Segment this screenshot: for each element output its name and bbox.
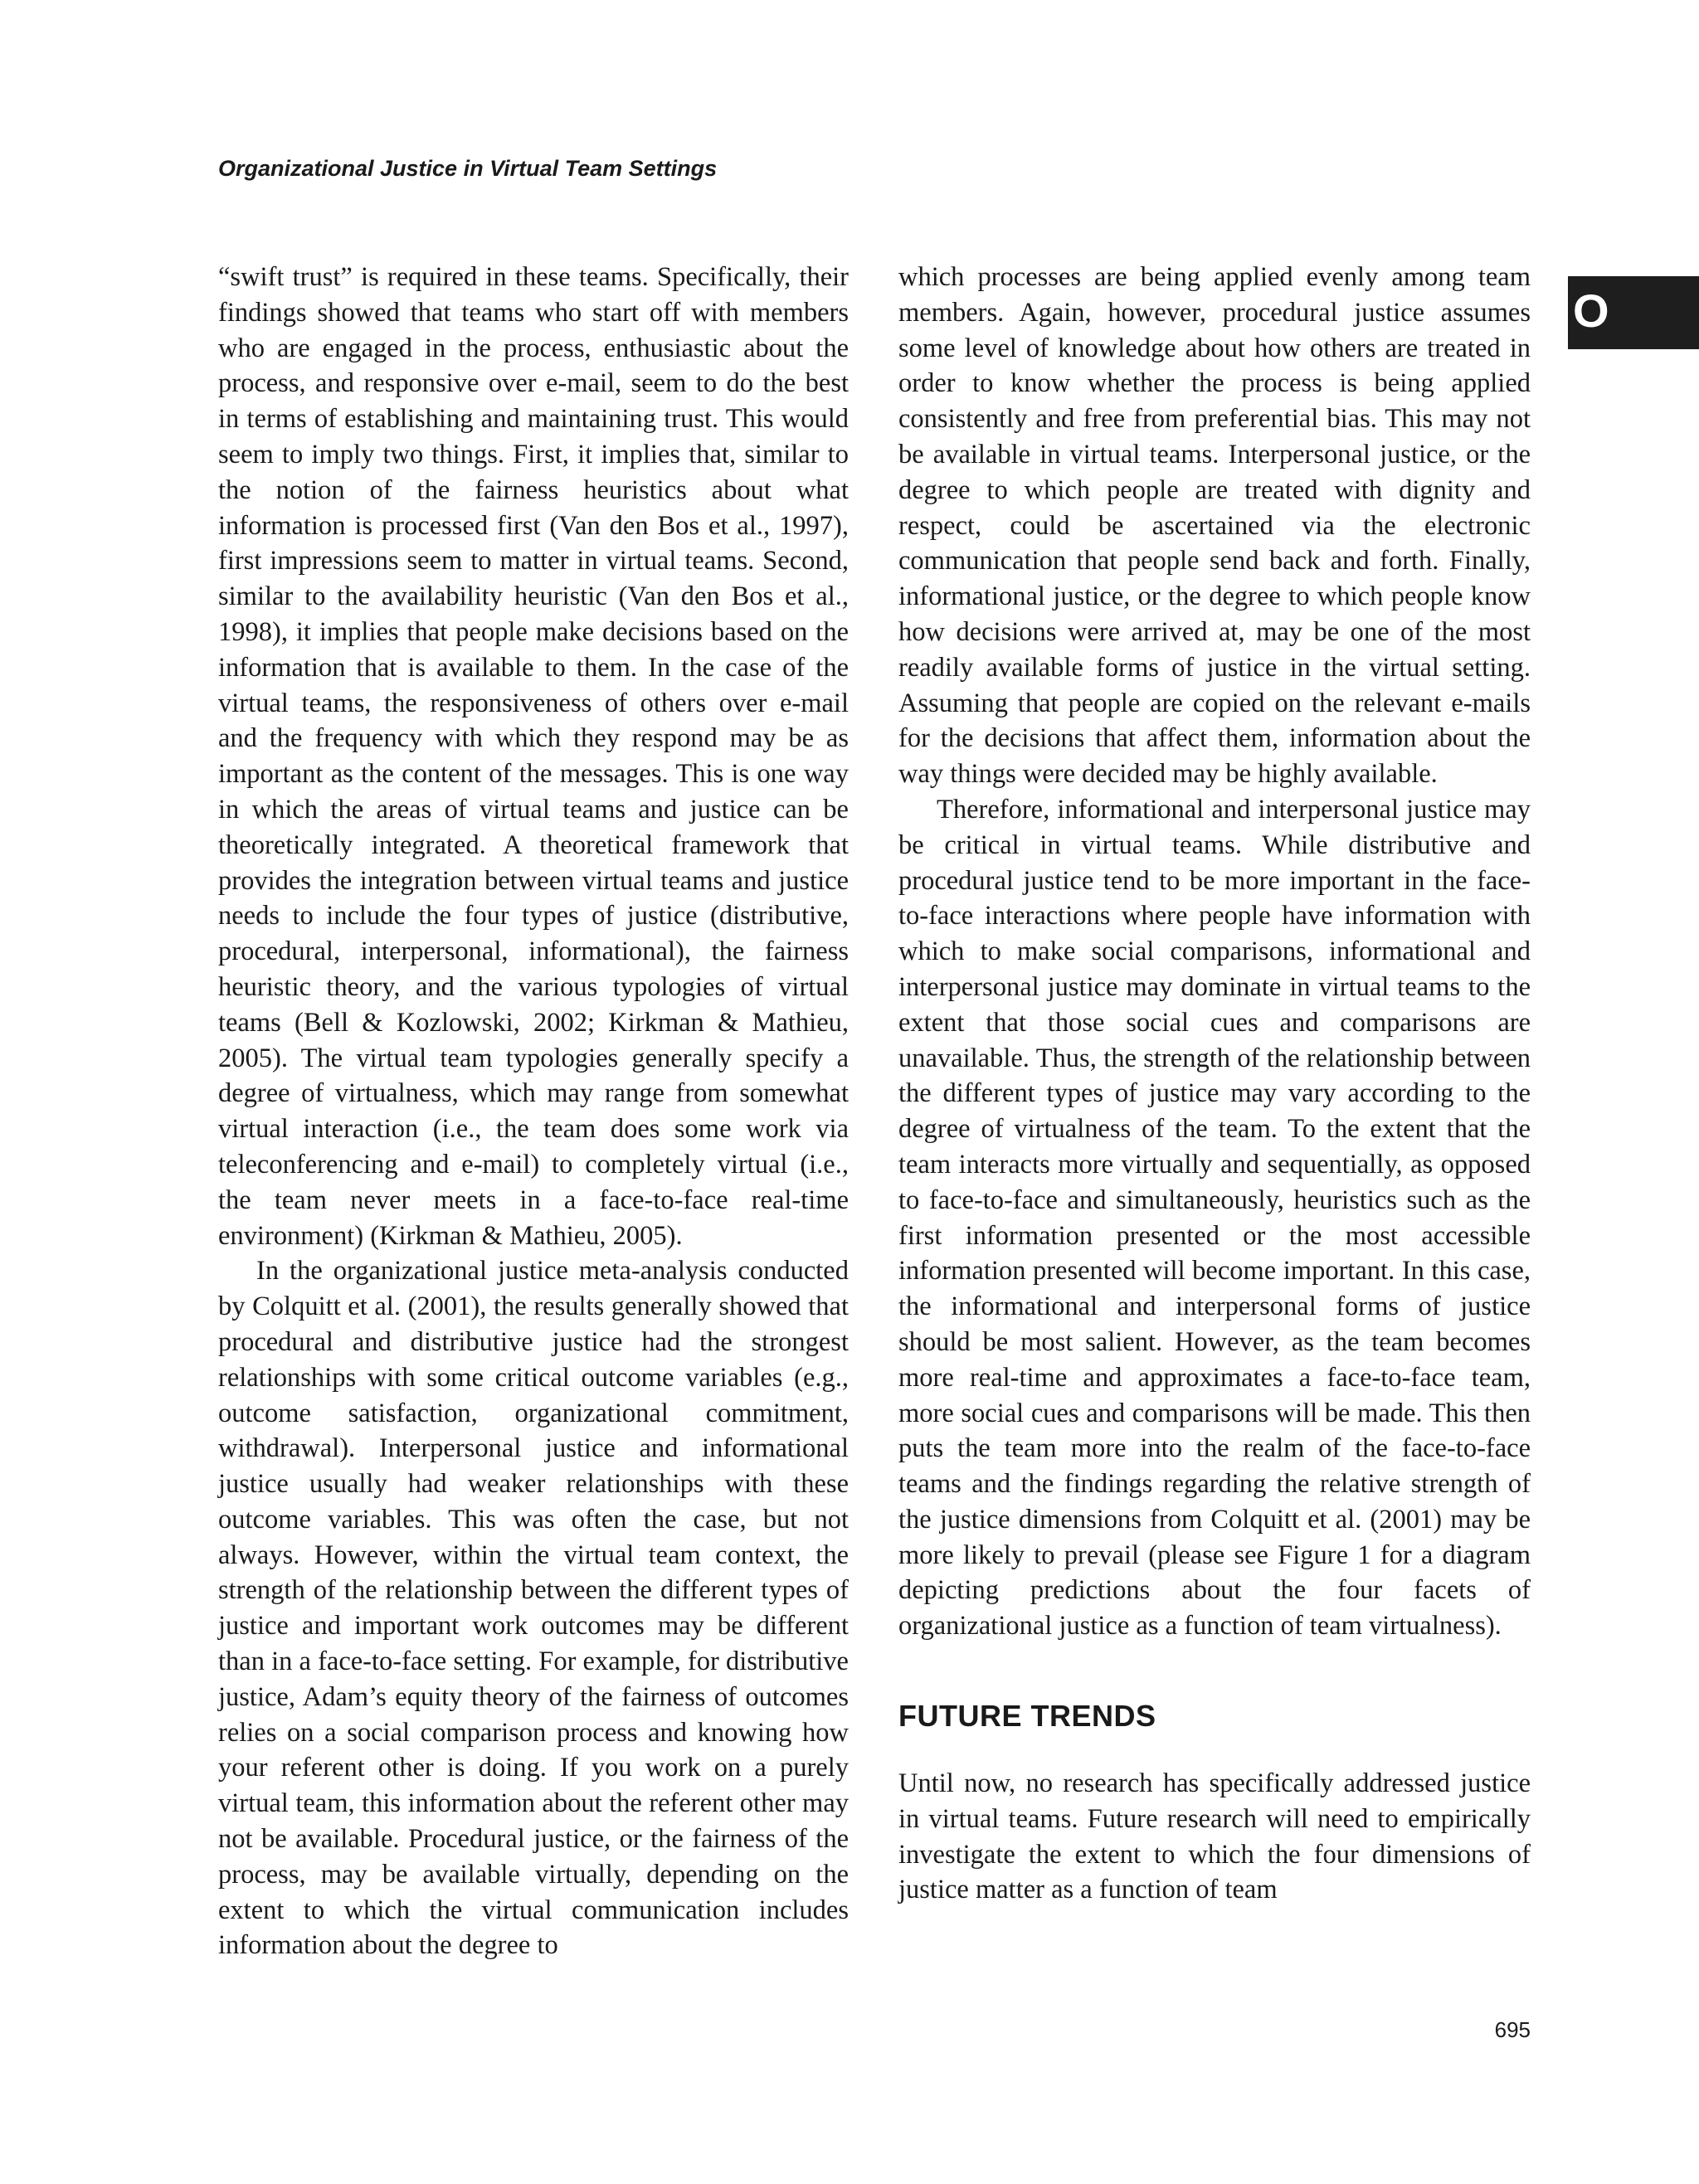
section-thumb-tab <box>1568 276 1699 349</box>
right-column <box>898 260 1531 1908</box>
running-head-title: Organizational Justice in Virtual Team Settings <box>218 156 718 181</box>
page-number: 695 <box>1494 2017 1531 2042</box>
section-heading-future-trends: FUTURE TRENDS <box>898 1699 1156 1734</box>
left-paragraph-2: In the organizational justice meta-analysis conducted by Colquitt et al. (2001), the results generally showed that procedural and distributive justice had the strongest relationships with some critical outcome variables (e.g., outcome satisfaction, organizational commitment, withdrawal). Interpersonal justice and informational justice usually had weaker relationships with these outcome variables. This was often the case, but not always. However, within the virtual team context, the strength of the relationship between the different types of justice and important work outcomes may be different than in a face-to-face setting. For example, for distributive justice, Adam’s equity theory of the fairness of outcomes relies on a social comparison process and knowing how your referent other is doing. If you work on a purely virtual team, this information about the referent other may not be available. Procedural justice, or the fairness of the process, may be available virtually, depending on the extent to which the virtual communication includes information about the degree to <box>218 1256 849 1961</box>
left-column <box>218 260 849 1963</box>
right-paragraph-3: Until now, no research has specifically addressed justice in virtual teams. Future research will need to empirically investigate the extent to which the four dimensions of justice matter as a function of team <box>898 1768 1531 1905</box>
right-paragraph-1: which processes are being applied evenly among team members. Again, however, procedural justice assumes some level of knowledge about how others are treated in order to know whether the process is being applied consistently and free from preferential bias. This may not be available in virtual teams. Interpersonal justice, or the degree to which people are treated with dignity and respect, could be ascertained via the electronic communication that people send back and forth. Finally, informational justice, or the degree to which people know how decisions were arrived at, may be one of the most readily available forms of justice in the virtual setting. Assuming that people are copied on the relevant e-mails for the decisions that affect them, information about the way things were decided may be highly available. <box>898 262 1531 790</box>
left-paragraph-1: “swift trust” is required in these teams. Specifically, their findings showed that teams who start off with members who are engaged in the process, enthusiastic about the process, and responsive over e-mail, seem to do the best in terms of establishing and maintaining trust. This would seem to imply two things. First, it implies that, similar to the notion of the fairness heuristics about what information is processed first (Van den Bos et al., 1997), first impressions seem to matter in virtual teams. Second, similar to the availability heuristic (Van den Bos et al., 1998), it implies that people make decisions based on the information that is available to them. In the case of the virtual teams, the responsiveness of others over e-mail and the frequency with which they respond may be as important as the content of the messages. This is one way in which the areas of virtual teams and justice can be theoretically integrated. A theoretical framework that provides the integration between virtual teams and justice needs to include the four types of justice (distributive, procedural, interpersonal, informational), the fairness heuristic theory, and the various typologies of virtual teams (Bell & Kozlowski, 2002; Kirkman & Mathieu, 2005). The virtual team typologies generally specify a degree of virtualness, which may range from somewhat virtual interaction (i.e., the team does some work via teleconferencing and e-mail) to completely virtual (i.e., the team never meets in a face-to-face real-time environment) (Kirkman & Mathieu, 2005). <box>218 262 849 1251</box>
thumb-tab-letter: O <box>1573 285 1609 337</box>
right-paragraph-2: Therefore, informational and interpersonal justice may be critical in virtual teams. While distributive and procedural justice tend to be more important in the face-to-face interactions where people have information with which to make social comparisons, informational and interpersonal justice may dominate in virtual teams to the extent that those social cues and comparisons are unavailable. Thus, the strength of the relationship between the different types of justice may vary according to the degree of virtualness of the team. To the extent that the team interacts more virtually and sequentially, as opposed to face-to-face and simultaneously, heuristics such as the first information presented or the most accessible information presented will become important. In this case, the informational and interpersonal forms of justice should be most salient. However, as the team becomes more real-time and approximates a face-to-face team, more social cues and comparisons will be made. This then puts the team more into the realm of the face-to-face teams and the findings regarding the relative strength of the justice dimensions from Colquitt et al. (2001) may be more likely to prevail (please see Figure 1 for a diagram depicting predictions about the four facets of organizational justice as a function of team virtualness). <box>898 794 1531 1642</box>
